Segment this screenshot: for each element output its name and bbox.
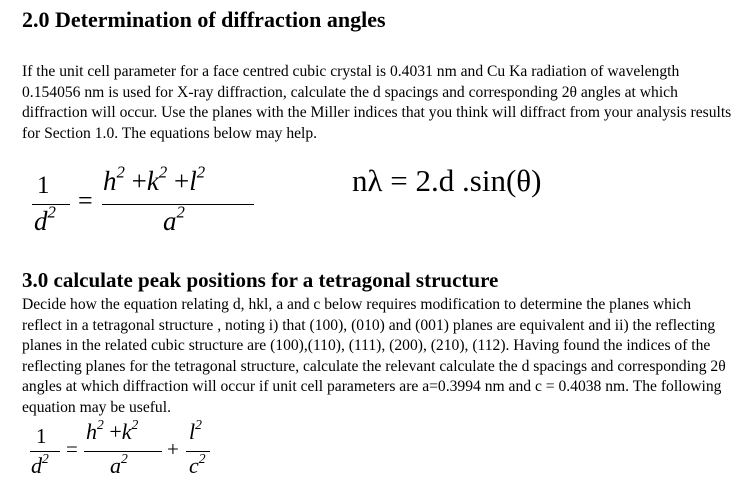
eq3-numerator-hk: $h^2 +k^2$ — [86, 416, 139, 444]
section-3-paragraph: Decide how the equation relating d, hkl, a and c below requires modification to determine the planes which reflect in a tetragonal structure , noting i) that (100), (010) and (001) planes are equivalent and ii) the reflecting planes in the related cubic structure are (100),(110), (111), (200), (210), (112). Having found the indices of the reflecting planes for the tetragonal structure, calculate the relevant calculate the d spacings and corresponding 2θ angles at which diffraction will occur if unit cell parameters are a=0.3994 nm and c = 0.4038 nm. The following equation may be useful. — [22, 296, 726, 416]
eq1-numerator-one: 1 — [37, 172, 50, 199]
eq3-numerator-l: $l^2$ — [189, 416, 202, 444]
eq1-numerator: $h^2 +k^2 +l^2$ — [103, 162, 206, 196]
section-3-heading: 3.0 calculate peak positions for a tetragonal structure — [22, 268, 499, 292]
eq3-denominator-c: $c^2$ — [189, 450, 206, 478]
eq3-plus: + — [167, 437, 179, 461]
section-2-heading: 2.0 Determination of diffraction angles — [22, 7, 386, 32]
eq3-numerator-one: 1 — [36, 424, 47, 448]
section-2-paragraph: If the unit cell parameter for a face centred cubic crystal is 0.4031 nm and Cu Ka radiation of wavelength 0.154056 nm is used for X-ray diffraction, calculate the d spacings and corresponding 2θ angles at which diffraction will occur. Use the planes with the Miller indices that you think will diffract from your analysis results for Section 1.0. The equations below may help. — [22, 63, 732, 142]
eq3-denominator-d: $d^2$ — [31, 450, 49, 478]
eq1-denominator-d: $d^2$ — [34, 202, 56, 236]
eq1-denominator-a: $a^2$ — [163, 202, 185, 236]
eq3-equals: = — [66, 437, 78, 461]
eq1-equals: = — [78, 186, 93, 215]
bragg-equation: nλ = 2.d .sin(θ) — [352, 163, 542, 198]
eq3-denominator-a: $a^2$ — [110, 450, 128, 478]
